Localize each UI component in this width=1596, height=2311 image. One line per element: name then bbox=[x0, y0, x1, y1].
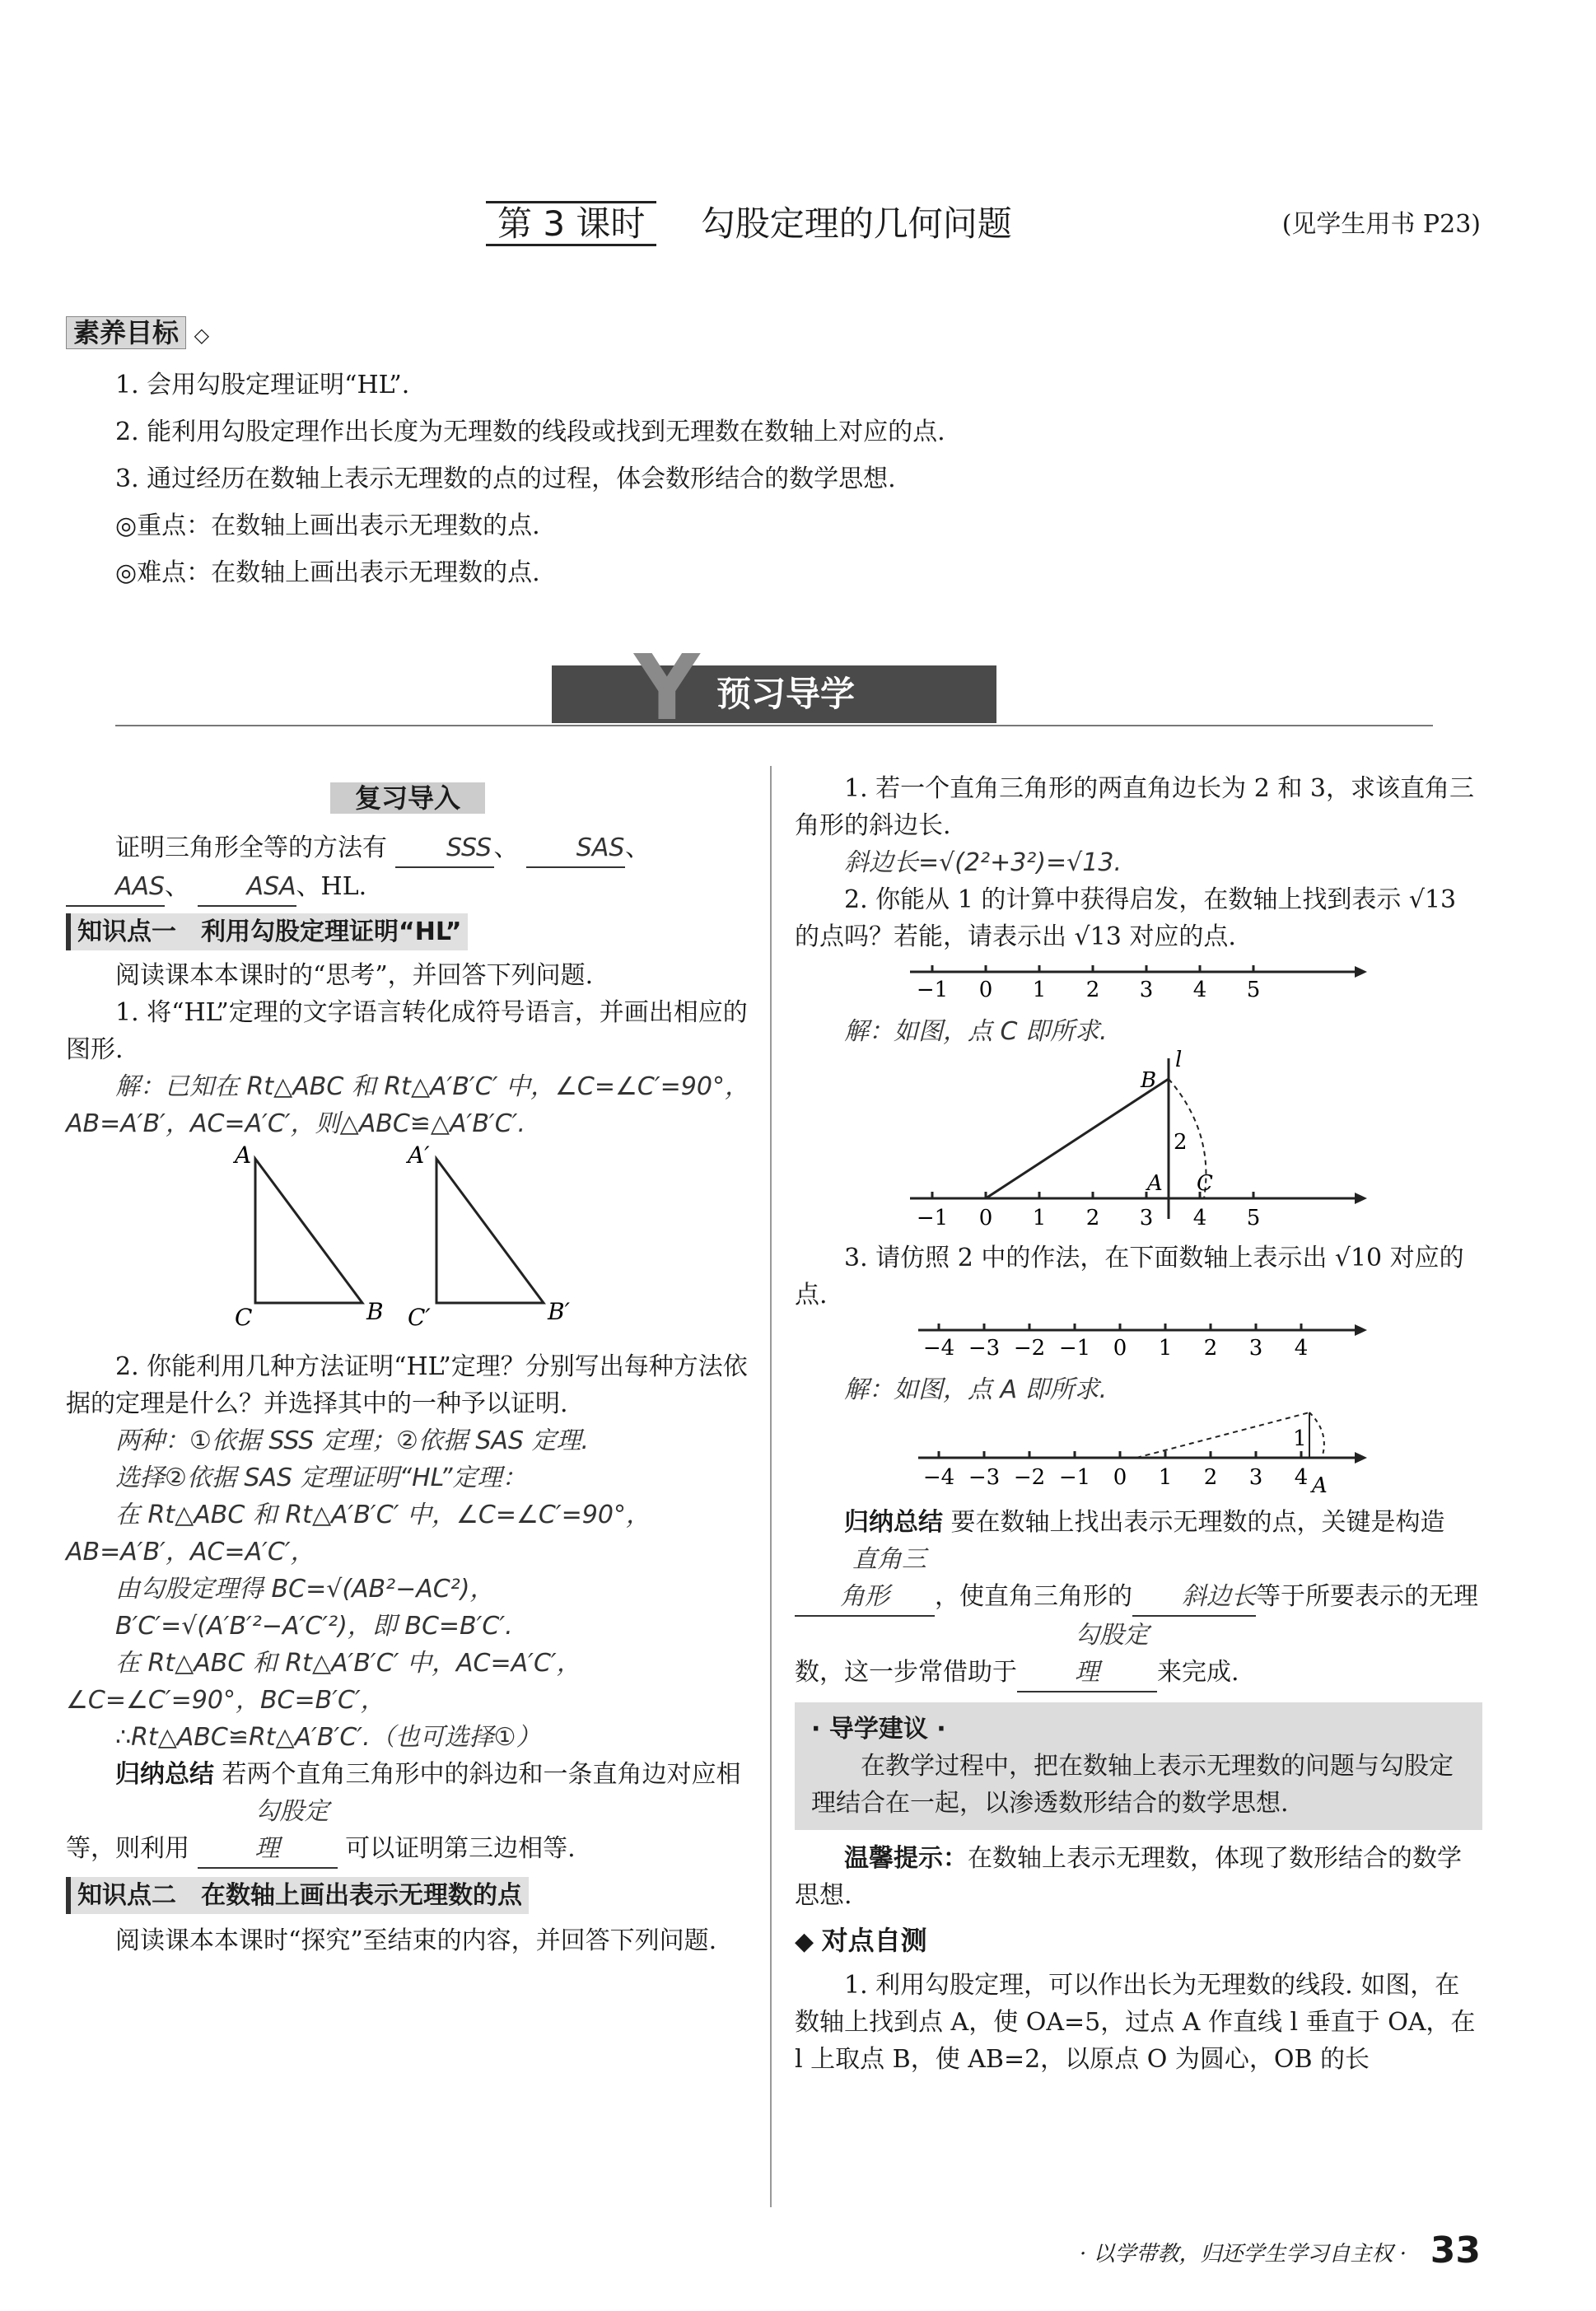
column-divider bbox=[770, 766, 772, 2207]
summary-label: 归纳总结 bbox=[115, 1760, 214, 1789]
review-end: 、HL. bbox=[296, 872, 367, 901]
answer-blank: 勾股定理 bbox=[1017, 1617, 1157, 1692]
page-title bbox=[486, 198, 1012, 250]
tip-label: 温馨提示： bbox=[844, 1844, 968, 1873]
tip-text: 在数轴上表示无理数，体现了数形结合的数学思想. bbox=[795, 1844, 1462, 1910]
summary-text: 来完成. bbox=[1157, 1658, 1239, 1687]
axis-arrow bbox=[1355, 1452, 1367, 1464]
triangle-abc bbox=[255, 1159, 362, 1303]
book-reference: (见学生用书 P23) bbox=[1281, 210, 1481, 239]
label-2: 2 bbox=[1174, 1130, 1188, 1155]
separator: 、 bbox=[493, 833, 519, 862]
answer-blank: AAS bbox=[66, 868, 165, 907]
question: 1. 将“HL”定理的文字语言转化成符号语言，并画出相应的图形. bbox=[66, 998, 748, 1064]
diamond-icon: ◇ bbox=[194, 324, 210, 347]
arc bbox=[1309, 1412, 1324, 1458]
banner-letter: Y bbox=[634, 635, 700, 740]
goal-difficult-point: ◎难点：在数轴上画出表示无理数的点. bbox=[115, 558, 540, 587]
tick-label: 4 bbox=[1294, 1465, 1309, 1490]
kp2-intro: 阅读课本本课时“探究”至结束的内容，并回答下列问题. bbox=[115, 1926, 717, 1955]
tick-label: −2 bbox=[1013, 1336, 1046, 1361]
axis-arrow bbox=[1355, 966, 1367, 978]
question: 1. 利用勾股定理，可以作出长为无理数的线段. 如图，在数轴上找到点 A，使 OA=5，过点 A 作直线 l 垂直于 OA，在 l 上取点 B，使 AB=2，以原点 O 为圆心，OB 的长 bbox=[795, 1971, 1476, 2074]
banner-divider bbox=[115, 725, 1433, 726]
knowledge-point-1: 知识点一 利用勾股定理证明“HL” bbox=[66, 913, 468, 950]
triangle-a-prime bbox=[436, 1159, 544, 1303]
tick-label: 5 bbox=[1246, 1206, 1261, 1230]
answer: 解：如图，点 C 即所求. bbox=[844, 1017, 1108, 1046]
hypotenuse bbox=[986, 1079, 1169, 1198]
question: 2. 你能从 1 的计算中获得启发，在数轴上找到表示 √13 的点吗？若能，请表示出 √13 对应的点. bbox=[795, 885, 1457, 951]
goal-item: 2. 能利用勾股定理作出长度为无理数的线段或找到无理数在数轴上对应的点. bbox=[115, 418, 945, 446]
label-b: B bbox=[1141, 1068, 1157, 1093]
tick-label: −3 bbox=[968, 1336, 1001, 1361]
kp1-intro: 阅读课本本课时的“思考”，并回答下列问题. bbox=[115, 961, 594, 990]
tick-label: 3 bbox=[1139, 978, 1154, 1002]
answer: 斜边长=√(2²+3²)=√13. bbox=[844, 848, 1122, 877]
separator: 、 bbox=[625, 833, 651, 862]
summary-text: 若两个直角三角形中的斜边和一条直角边对应相等，则利用 bbox=[66, 1760, 741, 1863]
construction-figure-3 bbox=[795, 1408, 1482, 1499]
answer-line: B′C′=√(A′B′²−A′C′²)，即 BC=B′C′. bbox=[115, 1612, 513, 1641]
answer-blank: SAS bbox=[526, 829, 625, 868]
right-column bbox=[795, 770, 1482, 2078]
goals-tag bbox=[66, 313, 209, 352]
tick-label: 1 bbox=[1032, 1206, 1047, 1230]
tick-label: −4 bbox=[922, 1336, 955, 1361]
answer-line: 两种：①依据 SSS 定理；②依据 SAS 定理. bbox=[115, 1426, 590, 1455]
goal-item: 1. 会用勾股定理证明“HL”. bbox=[115, 371, 410, 399]
answer-line: 由勾股定理得 BC=√(AB²−AC²)， bbox=[115, 1575, 495, 1604]
label-1: 1 bbox=[1293, 1426, 1307, 1451]
tick-label: 3 bbox=[1248, 1336, 1263, 1361]
review-text: 证明三角形全等的方法有 bbox=[115, 833, 387, 862]
answer: 解：已知在 Rt△ABC 和 Rt△A′B′C′ 中，∠C=∠C′=90°，AB=A′B′，AC=A′C′，则△ABC≌△A′B′C′. bbox=[66, 1072, 749, 1138]
question: 3. 请仿照 2 中的作法，在下面数轴上表示出 √10 对应的点. bbox=[795, 1244, 1464, 1310]
tick-label: 0 bbox=[1113, 1465, 1127, 1490]
summary-text: 等于所要表示的无理数，这一步常借助于 bbox=[795, 1582, 1478, 1687]
number-line-3 bbox=[795, 1314, 1482, 1371]
label-a: A bbox=[235, 1142, 252, 1169]
tick-label: −2 bbox=[1013, 1465, 1046, 1490]
label-c: C bbox=[1197, 1171, 1213, 1196]
answer-blank: SSS bbox=[395, 829, 494, 868]
goal-key-point: ◎重点：在数轴上画出表示无理数的点. bbox=[115, 511, 540, 540]
summary-end: 可以证明第三边相等. bbox=[345, 1834, 576, 1863]
summary bbox=[66, 1756, 749, 1869]
label-b-prime: B′ bbox=[548, 1298, 570, 1325]
tick-label: 2 bbox=[1203, 1336, 1218, 1361]
advice-text: 在教学过程中，把在数轴上表示无理数的问题与勾股定理结合在一起，以渗透数形结合的数学思想. bbox=[811, 1752, 1454, 1818]
knowledge-point-2: 知识点二 在数轴上画出表示无理数的点 bbox=[66, 1877, 529, 1914]
hypotenuse bbox=[1136, 1412, 1309, 1458]
triangle-figure bbox=[66, 1142, 749, 1348]
tick-label: 2 bbox=[1085, 978, 1100, 1002]
tick-label: 1 bbox=[1158, 1465, 1173, 1490]
tick-label: 1 bbox=[1032, 978, 1047, 1002]
number-line-1 bbox=[795, 955, 1482, 1013]
review-question bbox=[66, 829, 749, 907]
tick-label: 4 bbox=[1192, 1206, 1207, 1230]
question: 1. 若一个直角三角形的两直角边长为 2 和 3，求该直角三角形的斜边长. bbox=[795, 774, 1474, 840]
tick-label: 0 bbox=[978, 978, 993, 1002]
label-l: l bbox=[1175, 1050, 1183, 1072]
lesson-number: 第 3 课时 bbox=[486, 201, 656, 246]
tick-label: −1 bbox=[1058, 1336, 1091, 1361]
tick-label: 4 bbox=[1294, 1336, 1309, 1361]
summary bbox=[795, 1504, 1482, 1692]
summary-text: 要在数轴上找出表示无理数的点，关键是构造 bbox=[950, 1508, 1445, 1537]
tick-label: 3 bbox=[1139, 1206, 1154, 1230]
footer-slogan: · 以学带教，归还学生学习自主权 · bbox=[1079, 2242, 1407, 2267]
section-banner: 预习导学 bbox=[552, 665, 996, 723]
diamond-icon: ◆ bbox=[795, 1927, 814, 1956]
answer-blank: 直角三角形 bbox=[795, 1541, 935, 1617]
answer-line: 在 Rt△ABC 和 Rt△A′B′C′ 中，∠C=∠C′=90°，AB=A′B′，AC=A′C′， bbox=[66, 1501, 651, 1566]
lesson-title: 勾股定理的几何问题 bbox=[700, 203, 1012, 244]
goals-tag-label: 素养目标 bbox=[66, 316, 186, 349]
answer-line: ∴Rt△ABC≌Rt△A′B′C′.（也可选择①） bbox=[115, 1723, 541, 1752]
answer-line: 在 Rt△ABC 和 Rt△A′B′C′ 中，AC=A′C′，∠C=∠C′=90°，BC=B′C′， bbox=[66, 1649, 581, 1715]
answer-blank: ASA bbox=[198, 868, 296, 907]
advice-heading: · 导学建议 · bbox=[811, 1715, 946, 1744]
self-test-label: 对点自测 bbox=[821, 1925, 927, 1956]
tick-label: 0 bbox=[1113, 1336, 1127, 1361]
review-heading: 复习导入 bbox=[330, 782, 485, 814]
goals-list bbox=[115, 366, 1515, 601]
tick-label: 2 bbox=[1203, 1465, 1218, 1490]
construction-figure-1 bbox=[795, 1050, 1482, 1240]
label-a: A bbox=[1312, 1473, 1328, 1498]
tick-label: 2 bbox=[1085, 1206, 1100, 1230]
left-column bbox=[66, 778, 749, 1959]
tick-label: −3 bbox=[968, 1465, 1001, 1490]
tick-label: 0 bbox=[978, 1206, 993, 1230]
answer: 解：如图，点 A 即所求. bbox=[844, 1375, 1108, 1404]
label-a-prime: A′ bbox=[408, 1142, 430, 1169]
summary-label: 归纳总结 bbox=[844, 1508, 943, 1537]
answer-line: 选择②依据 SAS 定理证明“HL”定理： bbox=[115, 1464, 527, 1492]
tick-label: −1 bbox=[1058, 1465, 1091, 1490]
tick-label: 3 bbox=[1248, 1465, 1263, 1490]
label-c-prime: C′ bbox=[408, 1304, 431, 1331]
question: 2. 你能利用几种方法证明“HL”定理？分别写出每种方法依据的定理是什么？并选择其中的一种予以证明. bbox=[66, 1352, 748, 1418]
axis-arrow bbox=[1355, 1193, 1367, 1204]
answer-blank: 勾股定理 bbox=[198, 1793, 338, 1869]
answer-blank: 斜边长 bbox=[1132, 1578, 1256, 1617]
tick-label: 4 bbox=[1192, 978, 1207, 1002]
axis-arrow bbox=[1355, 1324, 1367, 1336]
label-c: C bbox=[235, 1304, 253, 1331]
summary-text: ，使直角三角形的 bbox=[935, 1582, 1132, 1611]
tick-label: −4 bbox=[922, 1465, 955, 1490]
tick-label: 1 bbox=[1158, 1336, 1173, 1361]
tick-label: 5 bbox=[1246, 978, 1261, 1002]
page-number: 33 bbox=[1430, 2229, 1481, 2271]
self-test-heading bbox=[795, 1921, 1482, 1960]
tick-label: −1 bbox=[916, 978, 949, 1002]
label-a: A bbox=[1147, 1171, 1163, 1196]
separator: 、 bbox=[165, 872, 189, 901]
tick-label: −1 bbox=[916, 1206, 949, 1230]
label-b: B bbox=[366, 1298, 384, 1325]
tip bbox=[795, 1840, 1482, 1914]
teaching-advice bbox=[795, 1702, 1482, 1830]
goal-item: 3. 通过经历在数轴上表示无理数的点的过程，体会数形结合的数学思想. bbox=[115, 465, 896, 493]
